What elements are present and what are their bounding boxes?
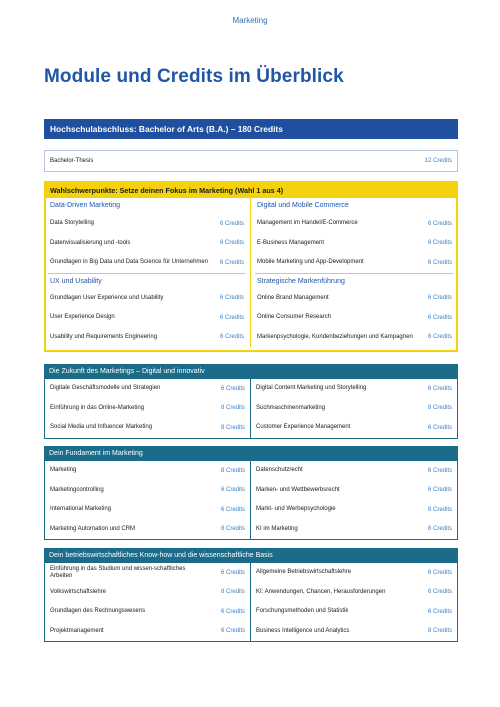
elective-right-column (251, 198, 454, 347)
module-credits: 8 Credits (220, 589, 245, 596)
module-credits: 6 Credits (219, 334, 244, 341)
module-row (251, 481, 457, 501)
module-credits: 6 Credits (427, 314, 452, 321)
module-row (251, 461, 457, 481)
module-row (251, 520, 457, 540)
module-name: Online Consumer Research (257, 314, 332, 321)
module-name: International Marketing (50, 506, 112, 513)
module-name: Data Storytelling (50, 220, 95, 227)
module-credits: 6 Credits (427, 467, 452, 474)
module-credits: 6 Credits (427, 385, 452, 392)
module-credits: 6 Credits (219, 314, 244, 321)
module-row (45, 461, 250, 481)
module-name: Datenschutzrecht (256, 467, 303, 474)
module-credits: 6 Credits (427, 424, 452, 431)
module-name: Marketing Automation und CRM (50, 525, 136, 532)
module-row (255, 253, 454, 273)
module-row (45, 602, 250, 622)
module-row (48, 308, 246, 328)
module-name: Grundlagen in Big Data und Data Science für Unternehmen (50, 259, 209, 266)
module-credits: 6 Credits (427, 240, 452, 247)
module-row (45, 583, 250, 603)
module-credits: 8 Credits (427, 628, 452, 635)
elective-left-column (48, 198, 251, 347)
module-credits: 6 Credits (219, 220, 244, 227)
module-credits: 6 Credits (220, 569, 245, 576)
module-row (251, 379, 457, 399)
module-row (251, 622, 457, 642)
module-name: E-Business Management (257, 239, 325, 246)
module-name: Projektmanagement (50, 627, 104, 634)
module-row (48, 253, 246, 273)
module-row (45, 500, 250, 520)
module-credits: 6 Credits (219, 259, 244, 266)
module-credits: 6 Credits (220, 628, 245, 635)
module-name: Digital Content Marketing und Storytelling (256, 385, 367, 392)
focus-title: UX und Usability (48, 273, 246, 289)
module-name: Grundlagen User Experience und Usability (50, 294, 164, 301)
module-row (255, 308, 454, 328)
page-title: Module und Credits im Überblick (44, 66, 344, 87)
thesis-row (44, 150, 458, 172)
section-fundament (44, 446, 458, 540)
module-name: Markt- und Werbepsychologie (256, 506, 336, 513)
module-credits: 6 Credits (427, 487, 452, 494)
module-name: Online Brand Management (257, 294, 329, 301)
module-name: Marken- und Wettbewerbsrecht (256, 486, 340, 493)
module-credits: 8 Credits (220, 405, 245, 412)
module-credits: 6 Credits (220, 608, 245, 615)
module-row (251, 399, 457, 419)
module-name: Mobile Marketing und App-Development (257, 259, 364, 266)
module-row (45, 418, 250, 438)
module-row (255, 214, 454, 234)
focus-title: Strategische Markenführung (255, 273, 454, 289)
module-credits: 8 Credits (427, 526, 452, 533)
module-name: Allgemeine Betriebswirtschaftslehre (256, 569, 352, 576)
module-row (48, 289, 246, 309)
module-row (45, 379, 250, 399)
section-title: Dein Fundament im Marketing (45, 447, 457, 461)
module-name: Einführung in das Studium und wissen-schaftliches Arbeiten (50, 565, 186, 579)
module-row (45, 481, 250, 501)
module-name: Einführung in das Online-Marketing (50, 404, 145, 411)
module-name: Forschungsmethoden und Statistik (256, 608, 349, 615)
module-name: Marketingcontrolling (50, 486, 104, 493)
module-credits: 6 Credits (219, 240, 244, 247)
module-row (251, 583, 457, 603)
module-row (251, 500, 457, 520)
module-row (255, 289, 454, 309)
module-name: Bachelor-Thesis (50, 157, 94, 164)
module-row (251, 602, 457, 622)
module-credits: 6 Credits (220, 487, 245, 494)
module-name: User Experience Design (50, 314, 115, 321)
module-name: KI: Anwendungen, Chancen, Herausforderungen (256, 588, 386, 595)
module-row (48, 214, 246, 234)
module-credits: 6 Credits (427, 220, 452, 227)
module-credits: 6 Credits (427, 259, 452, 266)
module-name: Customer Experience Management (256, 424, 351, 431)
elective-title: Wahlschwerpunkte: Setze deinen Fokus im Marketing (Wahl 1 aus 4) (46, 183, 456, 198)
focus-title: Data-Driven Marketing (50, 202, 121, 209)
section-business-basics (44, 548, 458, 642)
section-title: Die Zukunft des Marketings – Digital und innovativ (45, 365, 457, 379)
module-credits: 6 Credits (427, 589, 452, 596)
module-credits: 6 Credits (220, 506, 245, 513)
module-name: Digitale Geschäftsmodelle und Strategien (50, 385, 161, 392)
module-name: Volkswirtschaftslehre (50, 588, 107, 595)
module-row (45, 563, 250, 583)
module-row (255, 234, 454, 254)
module-row (45, 520, 250, 540)
module-name: Social Media und Influencer Marketing (50, 424, 153, 431)
module-row (48, 328, 246, 348)
module-name: Marketing (50, 467, 77, 474)
module-name: Business Intelligence und Analytics (256, 627, 350, 634)
module-name: Usability und Requirements Engineering (50, 333, 158, 340)
module-credits: 8 Credits (220, 424, 245, 431)
module-name: Datenvisualisierung und -tools (50, 239, 131, 246)
section-title: Dein betriebswirtschaftliches Know-how und die wissenschaftliche Basis (45, 549, 457, 563)
module-name: Suchmaschinenmarketing (256, 404, 326, 411)
module-credits: 6 Credits (219, 295, 244, 302)
module-name: KI im Marketing (256, 525, 298, 532)
module-credits: 8 Credits (427, 506, 452, 513)
module-row (45, 399, 250, 419)
module-credits: 6 Credits (427, 608, 452, 615)
module-credits: 8 Credits (220, 526, 245, 533)
elective-box (44, 181, 458, 352)
module-credits: 6 Credits (427, 569, 452, 576)
module-name: Management im Handel/E-Commerce (257, 220, 358, 227)
module-row (251, 563, 457, 583)
module-name: Markenpsychologie, Kundenbeziehungen und Kampagnen (257, 333, 413, 340)
module-credits: 6 Credits (427, 334, 452, 341)
module-row (251, 418, 457, 438)
module-credits: 8 Credits (427, 405, 452, 412)
module-row (45, 622, 250, 642)
module-row (255, 328, 454, 348)
module-credits: 8 Credits (220, 467, 245, 474)
module-credits: 6 Credits (220, 385, 245, 392)
focus-title: Digital und Mobile Commerce (257, 202, 349, 209)
module-credits: 12 Credits (424, 158, 452, 164)
section-future-marketing (44, 364, 458, 439)
header-tag: Marketing (232, 16, 268, 25)
module-name: Grundlagen des Rechnungswesens (50, 608, 146, 615)
degree-banner: Hochschulabschluss: Bachelor of Arts (B.A.) – 180 Credits (44, 119, 458, 139)
module-credits: 6 Credits (427, 295, 452, 302)
module-row (48, 234, 246, 254)
